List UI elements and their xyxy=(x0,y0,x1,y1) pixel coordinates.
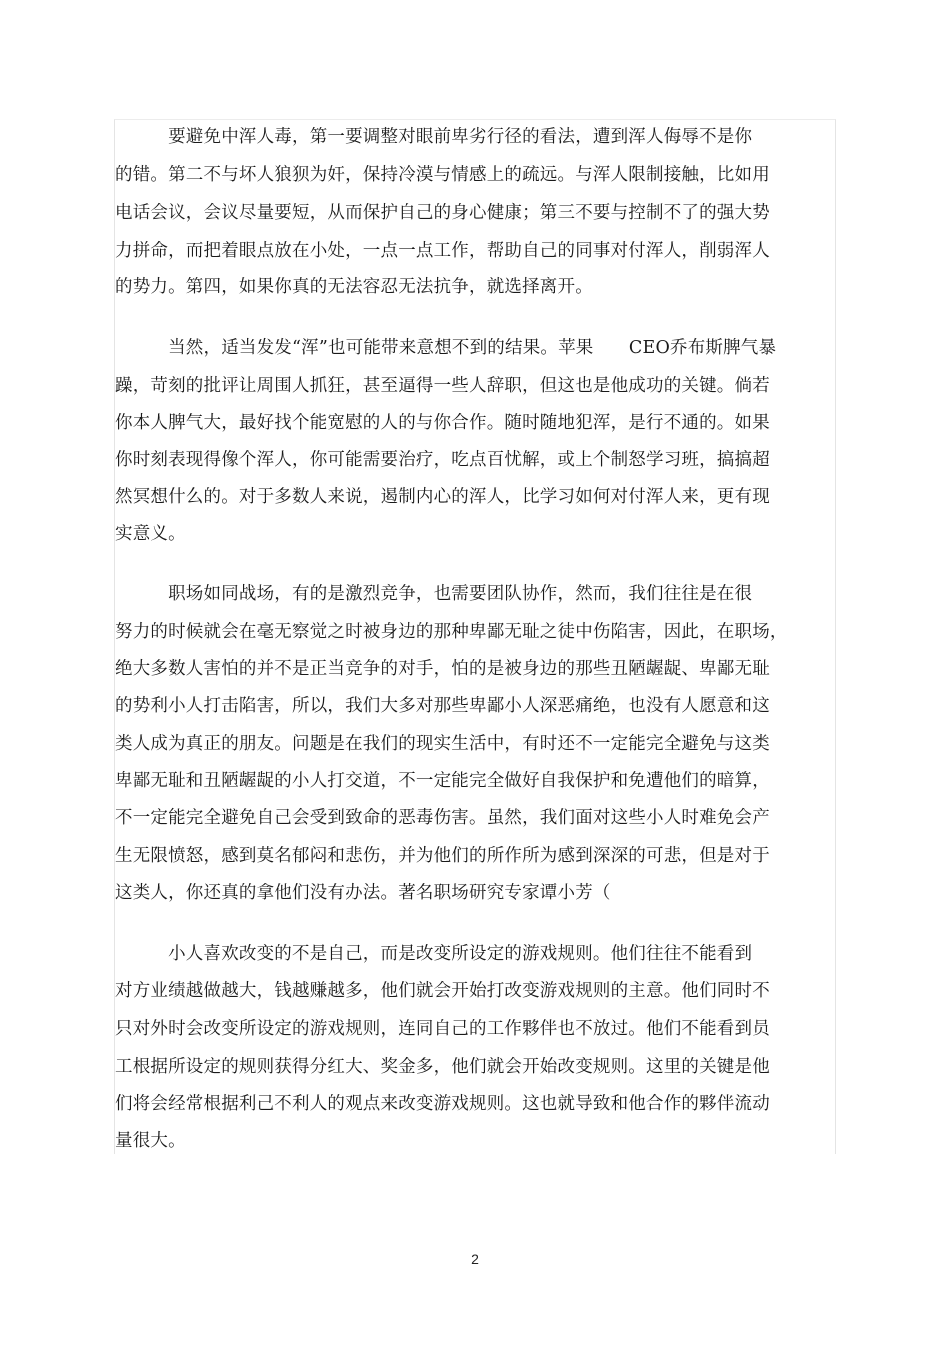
paragraph-1-line-3: 电话会议，会议尽量要短，从而保护自己的身心健康；第三不要与控制不了的强大势 xyxy=(115,203,770,223)
paragraph-4-line-4: 工根据所设定的规则获得分红大、奖金多，他们就会开始改变规则。这里的关键是他 xyxy=(115,1057,770,1077)
paragraph-3-line-1: 职场如同战场，有的是激烈竞争，也需要团队协作，然而，我们往往是在很 xyxy=(115,584,753,604)
paragraph-4-line-2: 对方业绩越做越大，钱越赚越多，他们就会开始打改变游戏规则的主意。他们同时不 xyxy=(115,981,770,1001)
paragraph-4-line-1: 小人喜欢改变的不是自己，而是改变所设定的游戏规则。他们往往不能看到 xyxy=(115,944,753,964)
paragraph-2-line-1: 当然，适当发发“浑”也可能带来意想不到的结果。苹果 CEO乔布斯脾气暴 xyxy=(115,338,777,358)
paragraph-1-line-1: 要避免中浑人毒，第一要调整对眼前卑劣行径的看法，遭到浑人侮辱不是你 xyxy=(115,127,753,147)
paragraph-2-line-2: 躁，苛刻的批评让周围人抓狂，甚至逼得一些人辞职，但这也是他成功的关键。倘若 xyxy=(115,376,770,396)
paragraph-4-line-6: 量很大。 xyxy=(115,1131,186,1151)
paragraph-3-line-3: 绝大多数人害怕的并不是正当竞争的对手，怕的是被身边的那些丑陋龌龊、卑鄙无耻 xyxy=(115,659,770,679)
paragraph-1-line-2: 的错。第二不与坏人狼狈为奸，保持冷漠与情感上的疏远。与浑人限制接触，比如用 xyxy=(115,165,770,185)
paragraph-2-line-5: 然冥想什么的。对于多数人来说，遏制内心的浑人，比学习如何对付浑人来，更有现 xyxy=(115,487,770,507)
paragraph-2-line-4: 你时刻表现得像个浑人，你可能需要治疗，吃点百忧解，或上个制怒学习班，搞搞超 xyxy=(115,450,770,470)
paragraph-4-line-5: 们将会经常根据利己不利人的观点来改变游戏规则。这也就导致和他合作的夥伴流动 xyxy=(115,1094,770,1114)
paragraph-3-line-6: 卑鄙无耻和丑陋龌龊的小人打交道，不一定能完全做好自我保护和免遭他们的暗算， xyxy=(115,771,770,791)
paragraph-2-line-6: 实意义。 xyxy=(115,524,186,544)
paragraph-3-line-7: 不一定能完全避免自己会受到致命的恶毒伤害。虽然，我们面对这些小人时难免会产 xyxy=(115,808,770,828)
paragraph-3-line-5: 类人成为真正的朋友。问题是在我们的现实生活中，有时还不一定能完全避免与这类 xyxy=(115,734,770,754)
paragraph-4-line-3: 只对外时会改变所设定的游戏规则，连同自己的工作夥伴也不放过。他们不能看到员 xyxy=(115,1019,770,1039)
page-number: 2 xyxy=(471,1251,479,1267)
paragraph-1-line-4: 力拼命，而把着眼点放在小处，一点一点工作，帮助自己的同事对付浑人，削弱浑人 xyxy=(115,241,770,261)
paragraph-3-line-8: 生无限愤怒，感到莫名郁闷和悲伤，并为他们的所作所为感到深深的可悲，但是对于 xyxy=(115,846,770,866)
paragraph-2-line-3: 你本人脾气大，最好找个能宽慰的人的与你合作。随时随地犯浑，是行不通的。如果 xyxy=(115,413,770,433)
paragraph-3-line-2: 努力的时候就会在毫无察觉之时被身边的那种卑鄙无耻之徒中伤陷害，因此，在职场， xyxy=(115,622,788,642)
paragraph-1-line-5: 的势力。第四，如果你真的无法容忍无法抗争，就选择离开。 xyxy=(115,277,593,297)
paragraph-3-line-4: 的势利小人打击陷害，所以，我们大多对那些卑鄙小人深恶痛绝，也没有人愿意和这 xyxy=(115,696,770,716)
paragraph-3-line-9: 这类人，你还真的拿他们没有办法。著名职场研究专家谭小芳（ xyxy=(115,883,611,903)
